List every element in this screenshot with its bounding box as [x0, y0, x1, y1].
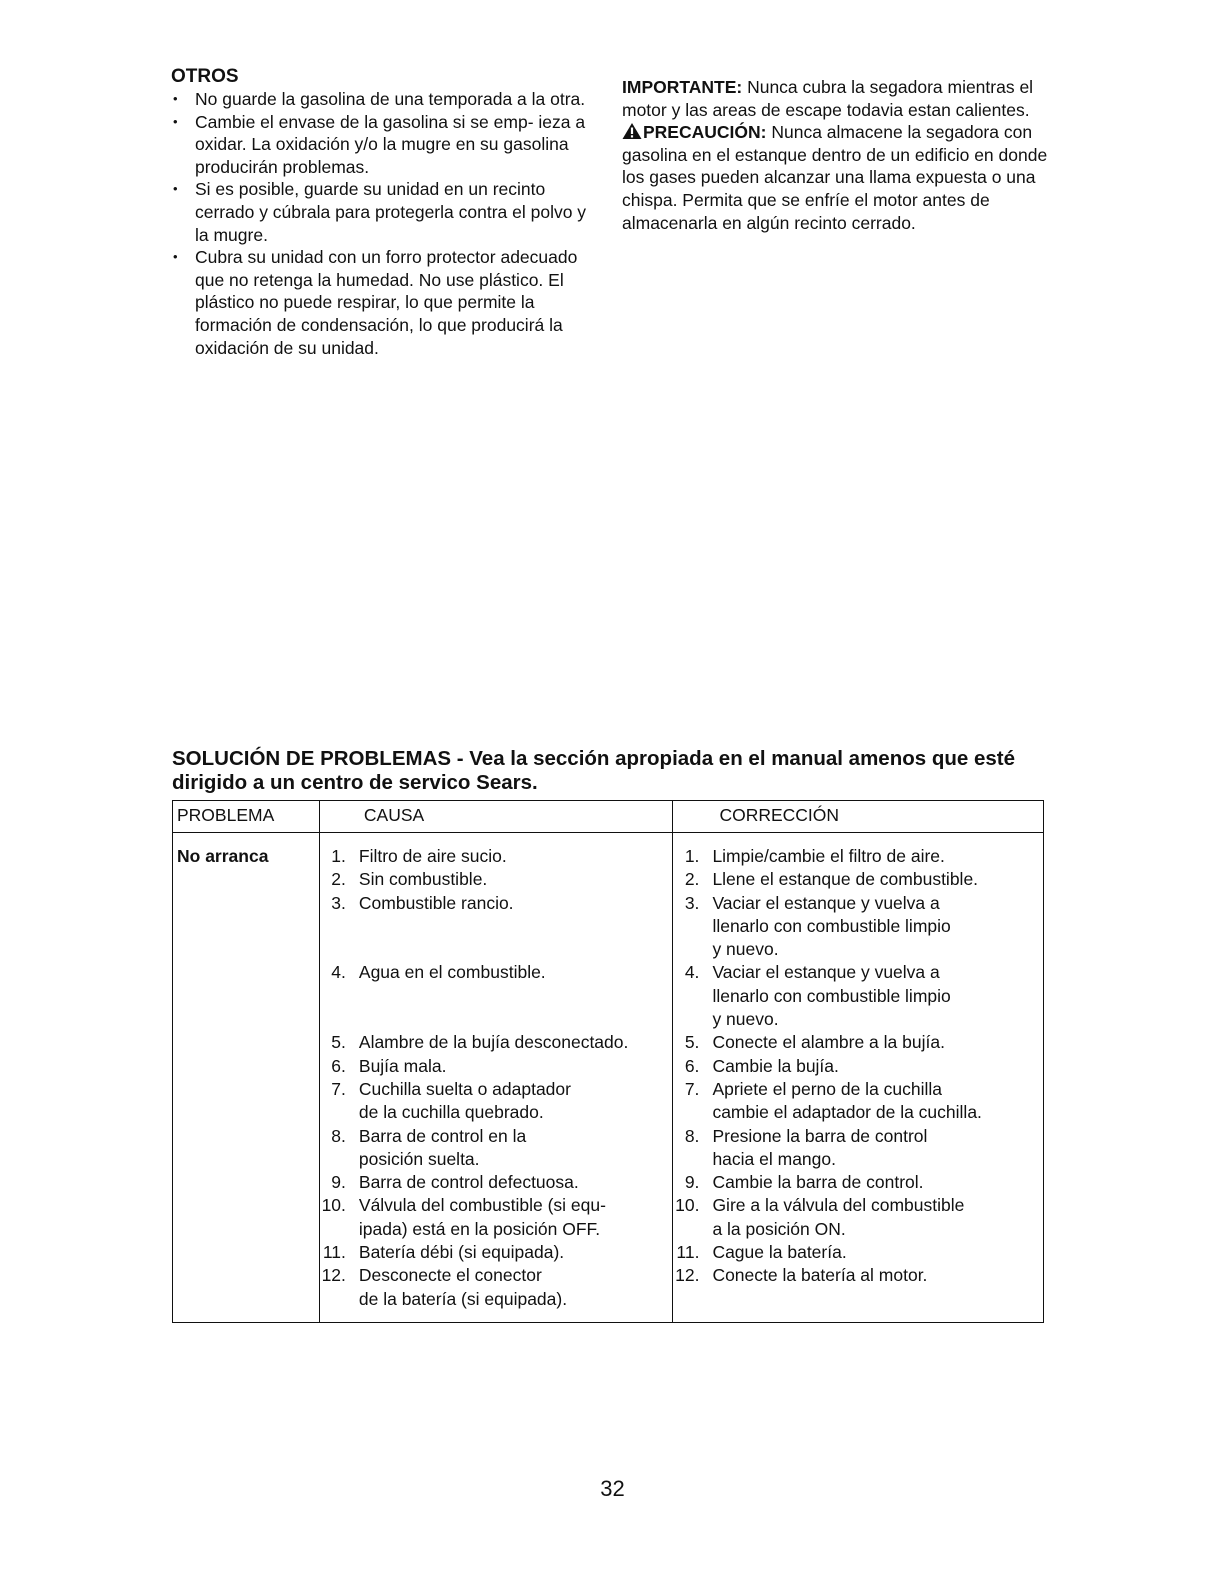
correction-number: 12.: [675, 1265, 700, 1286]
cause-number: 6.: [331, 1055, 346, 1076]
correction-item: [673, 961, 1043, 1031]
correction-text: Vaciar el estanque y vuelva a llenarlo con combustible limpio y nuevo.: [712, 962, 951, 1030]
otros-heading: OTROS: [171, 66, 239, 87]
correction-item: [673, 892, 1043, 962]
correction-item: [673, 1031, 1043, 1054]
cause-item: [320, 868, 673, 891]
importante-note: [622, 76, 1062, 121]
otros-item: • Cubra su unidad con un forro protector adecuado que no retenga la humedad. No use plástico. El plástico no puede respirar, lo que permite la formación de condensación, lo que producirá la oxidación de su unidad.: [171, 246, 601, 359]
cause-text: Alambre de la bujía desconectado.: [358, 1032, 629, 1053]
cause-item: [320, 845, 673, 868]
cause-number: 7.: [331, 1078, 346, 1099]
correction-number: 10.: [675, 1195, 700, 1216]
correction-number: 6.: [684, 1055, 700, 1076]
cause-cell: [319, 833, 673, 1323]
cause-number: 9.: [331, 1172, 346, 1193]
cause-text: Barra de control en la posición suelta.: [358, 1125, 527, 1169]
correction-item: [673, 1241, 1043, 1264]
correction-item: [673, 1055, 1043, 1078]
correction-text: Apriete el perno de la cuchilla cambie el adaptador de la cuchilla.: [712, 1078, 982, 1123]
correction-text: Gire a la válvula del combustible a la posición ON.: [712, 1195, 965, 1239]
correction-number: 8.: [684, 1125, 700, 1146]
correction-text: Llene el estanque de combustible.: [712, 869, 979, 890]
correction-number: 1.: [684, 846, 700, 866]
page-number: 32: [600, 1476, 625, 1501]
correction-text: Limpie/cambie el filtro de aire.: [712, 846, 945, 866]
header-correccion: CORRECCIÓN: [673, 801, 1044, 833]
header-problema: PROBLEMA: [173, 801, 320, 833]
correction-item: [673, 1194, 1043, 1241]
correction-text: Conecte el alambre a la bujía.: [712, 1032, 945, 1053]
otros-item: • Cambie el envase de la gasolina si se emp- ieza a oxidar. La oxidación y/o la mugre en su gasolina producirán problemas.: [171, 111, 601, 179]
cause-text: Desconecte el conector de la batería (si equipada).: [358, 1265, 568, 1309]
correction-item: [673, 868, 1043, 891]
cause-item: [320, 1078, 673, 1125]
table-header-row: [173, 801, 1044, 833]
cause-item: [320, 1264, 673, 1311]
storage-notes: [622, 76, 1062, 234]
cause-item: [320, 1171, 673, 1194]
cause-item: [320, 892, 673, 962]
cause-text: Cuchilla suelta o adaptador de la cuchilla quebrado.: [358, 1078, 571, 1123]
otros-section: [171, 66, 601, 359]
cause-text: Combustible rancio.: [358, 892, 514, 913]
cause-text: Válvula del combustible (si equ- ipada) está en la posición OFF.: [358, 1195, 606, 1239]
table-row: [173, 833, 1044, 1323]
correction-number: 11.: [676, 1242, 700, 1263]
cause-text: Batería débi (si equipada).: [358, 1242, 565, 1263]
troubleshooting-table: [172, 800, 1044, 1323]
correction-number: 4.: [684, 962, 700, 983]
cause-number: 1.: [331, 846, 346, 866]
cause-item: [320, 961, 673, 1031]
cause-number: 5.: [331, 1032, 346, 1053]
correction-text: Cambie la barra de control.: [712, 1172, 924, 1193]
correction-number: 9.: [684, 1172, 700, 1193]
correction-number: 7.: [684, 1078, 700, 1099]
troubleshooting-title: SOLUCIÓN DE PROBLEMAS - Vea la sección apropiada en el manual amenos que esté dirigido a un centro de servico Sears.: [172, 747, 1016, 794]
correction-text: Presione la barra de control hacia el mango.: [712, 1125, 928, 1169]
cause-text: Sin combustible.: [358, 869, 488, 890]
otros-item: • No guarde la gasolina de una temporada a la otra.: [171, 88, 601, 111]
precaucion-label: PRECAUCIÓN:: [643, 122, 767, 143]
cause-number: 12.: [321, 1265, 346, 1286]
cause-item: [320, 1241, 673, 1264]
cause-number: 2.: [331, 869, 346, 890]
correction-number: 5.: [684, 1032, 700, 1053]
cause-number: 11.: [322, 1242, 346, 1263]
precaucion-text: Nunca almacene la segadora con gasolina en el estanque dentro de un edificio en donde los gases pueden alcanzar una llama expuesta o una chispa. Permita que se enfríe el motor antes de almacenarla en algún recinto cerrado.: [622, 122, 1048, 233]
cause-number: 10.: [321, 1195, 346, 1216]
cause-number: 8.: [331, 1125, 346, 1146]
correction-number: 2.: [684, 869, 700, 890]
correction-item: [673, 1264, 1043, 1311]
correction-item: [673, 845, 1043, 868]
precaucion-note: [622, 121, 1062, 234]
problem-cell: No arranca: [173, 833, 320, 1323]
cause-text: Agua en el combustible.: [358, 962, 546, 983]
warning-triangle-icon: [622, 122, 642, 140]
cause-list: [320, 845, 673, 1311]
correction-cell: [673, 833, 1044, 1323]
correction-text: Vaciar el estanque y vuelva a llenarlo con combustible limpio y nuevo.: [712, 892, 951, 960]
cause-item: [320, 1194, 673, 1241]
cause-text: Filtro de aire sucio.: [358, 846, 507, 866]
importante-label: IMPORTANTE:: [622, 77, 743, 97]
otros-list: [171, 88, 601, 359]
cause-item: [320, 1031, 673, 1054]
correction-item: [673, 1125, 1043, 1172]
cause-number: 4.: [331, 962, 346, 983]
cause-text: Barra de control defectuosa.: [358, 1172, 579, 1193]
otros-item: • Si es posible, guarde su unidad en un recinto cerrado y cúbrala para protegerla contra el polvo y la mugre.: [171, 178, 601, 246]
correction-text: Cambie la bujía.: [712, 1055, 839, 1076]
correction-list: [673, 845, 1043, 1311]
cause-text: Bujía mala.: [358, 1055, 447, 1076]
correction-item: [673, 1078, 1043, 1125]
correction-text: Conecte la batería al motor.: [712, 1265, 928, 1286]
cause-item: [320, 1125, 673, 1172]
importante-text: Nunca cubra la segadora mientras el motor y las areas de escape todavia estan calientes.: [622, 77, 1034, 120]
correction-number: 3.: [684, 892, 700, 913]
cause-number: 3.: [331, 892, 346, 913]
correction-text: Cague la batería.: [712, 1242, 847, 1263]
cause-item: [320, 1055, 673, 1078]
correction-item: [673, 1171, 1043, 1194]
header-causa: CAUSA: [319, 801, 673, 833]
